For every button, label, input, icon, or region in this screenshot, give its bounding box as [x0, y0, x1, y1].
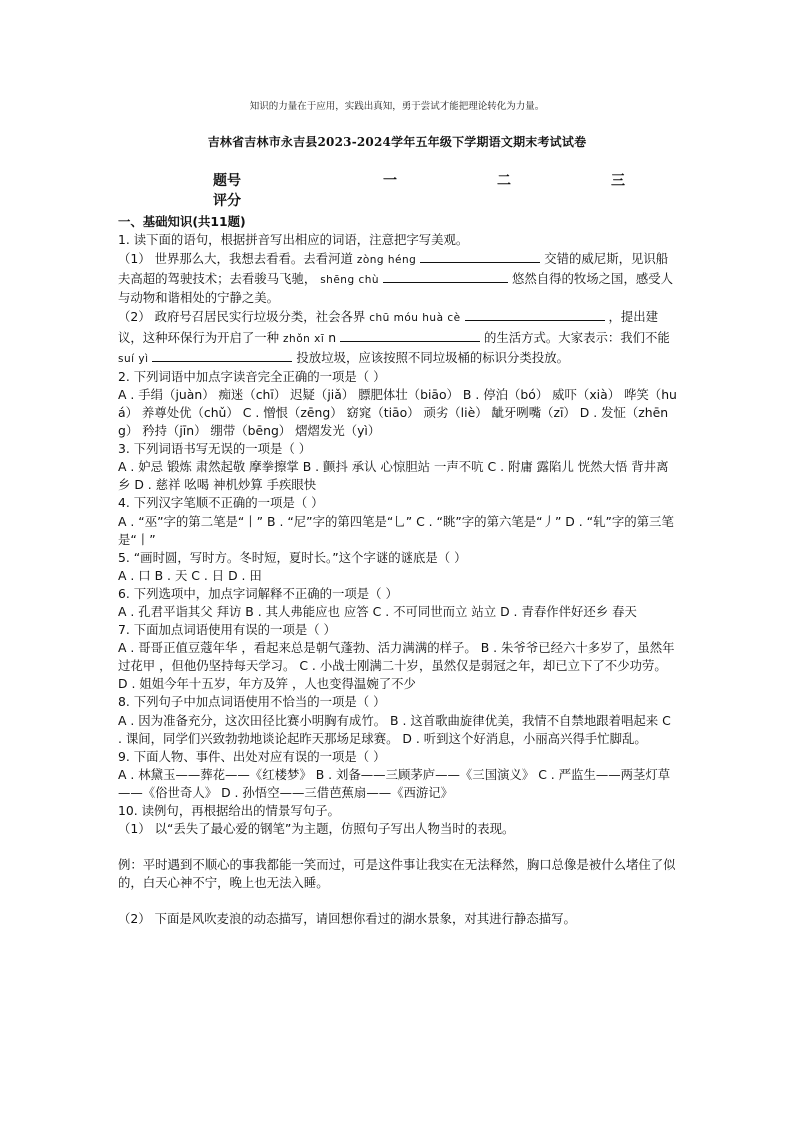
pinyin-shengchu: shēng chù	[320, 274, 380, 287]
q8-options: A . 因为准备充分，这次田径比赛小明胸有成竹。 B . 这首歌曲旋律优美，我情不自禁地跟着唱起来 C . 课间，同学们兴致勃勃地谈论起昨天那场足球赛。 D . 听到这个好消息，小丽高兴得手忙脚乱。	[118, 712, 671, 746]
q1-p1-text-b: 交错的威尼斯，见识船夫高超的驾驶技术；去看骏马飞驰，	[118, 251, 669, 287]
q10-sub1: （1） 以“丢失了最心爱的钢笔”为主题，仿照句子写出人物当时的表现。	[118, 821, 515, 837]
pinyin-zongheng: zòng héng	[356, 254, 417, 267]
answer-blank-3[interactable]	[465, 307, 605, 321]
exam-content	[118, 213, 678, 928]
answer-blank-5[interactable]	[152, 348, 292, 362]
q1-p1-text-c: 悠然自得的牧场之国，感受人与动物和谐相处的宁静之美。	[118, 271, 674, 306]
section-heading: 一、基础知识(共11题)	[118, 214, 246, 229]
q1-part2	[118, 307, 678, 367]
q2-options: A . 手绢（juàn） 痴迷（chī） 迟疑（jiǎ） 膘肥体壮（biāo） B . 停泊（bó） 威吓（xià） 哗笑（huá） 养尊处优（chǔ） C . 憎恨（zēng） 窈窕（tiāo） 顽劣（liè） 龇牙咧嘴（zī） D . 发怔（zhēng） 矜持（jīn） 绷带（bēng） 熠熠发光（yì）	[118, 386, 677, 439]
q9-options: A . 林黛玉——葬花——《红楼梦》 B . 刘备——三顾茅庐——《三国演义》 C . 严监生——两茎灯草——《俗世奇人》 D . 孙悟空——三借芭蕉扇——《西游记》	[118, 766, 671, 800]
q6-options: A . 孔君平诣其父 拜访 B . 其人弗能应也 应答 C . 不可同世而立 站立 D . 青春作伴好还乡 春天	[118, 603, 637, 619]
score-label-score: 评分	[213, 193, 241, 209]
q5-stem: 5. “画时圆，写时方。冬时短，夏时长。”这个字谜的谜底是（ ）	[118, 549, 467, 565]
q10-example: 例：平时遇到不顺心的事我都能一笑而过，可是这件事让我实在无法释然，胸口总像是被什么堵住了似的，白天心神不宁，晚上也无法入睡。	[118, 857, 676, 891]
score-col-1: 一	[383, 173, 397, 189]
pinyin-zhonxi: zhǒn xī	[283, 332, 325, 345]
q5-options: A . 口 B . 天 C . 日 D . 田	[118, 567, 262, 583]
q10-stem: 10. 读例句，再根据给出的情景写句子。	[118, 803, 340, 818]
q1-p2-text-e: 投放垃圾，应该按照不同垃圾桶的标识分类投放。	[296, 349, 570, 365]
answer-space-1[interactable]	[118, 838, 678, 856]
score-label-number: 题号	[213, 173, 241, 189]
q1-p2-text-b: ，提出建议，这种环保行为开启了一种	[118, 309, 659, 345]
score-table-row-2	[0, 190, 794, 210]
q8-stem: 8. 下列句子中加点词语使用不恰当的一项是（ ）	[118, 694, 386, 710]
score-col-2: 二	[497, 173, 511, 189]
q1-p1-text-a: （1） 世界那么大，我想去看看。去看河道	[118, 251, 353, 267]
header-motto: 知识的力量在于应用，实践出真知，勇于尝试才能把理论转化为力量。	[249, 101, 545, 112]
q2-stem: 2. 下列词语中加点字读音完全正确的一项是（ ）	[118, 368, 386, 384]
q3-options: A . 妒忌 锻炼 肃然起敬 摩拳擦掌 B . 颤抖 承认 心惊胆站 一声不吭 C . 附庸 露陷儿 恍然大悟 背井离乡 D . 慈祥 吆喝 神机炒算 手疾眼快	[118, 459, 669, 493]
answer-blank-2[interactable]	[383, 269, 508, 283]
exam-title: 吉林省吉林市永吉县2023-2024学年五年级下学期语文期末考试试卷	[207, 135, 587, 149]
q1-p2-text-c: n	[328, 329, 337, 345]
pinyin-chumouhuace: chū móu huà cè	[369, 312, 461, 325]
answer-blank-4[interactable]	[340, 328, 480, 342]
q7-stem: 7. 下面加点词语使用有误的一项是（ ）	[118, 622, 336, 638]
score-col-3: 三	[611, 173, 625, 189]
q10-sub2: （2） 下面是风吹麦浪的动态描写，请回想你看过的湖水景象，对其进行静态描写。	[118, 911, 576, 927]
q1-p2-text-a: （2） 政府号召居民实行垃圾分类，社会各界	[118, 309, 366, 325]
q6-stem: 6. 下列选项中，加点字词解释不正确的一项是（ ）	[118, 585, 398, 601]
answer-blank-1[interactable]	[420, 249, 540, 263]
pinyin-suiyi: suí yì	[118, 352, 149, 365]
q1-p2-text-d: 的生活方式。大家表示：我们不能	[483, 329, 670, 345]
score-table-row-1	[0, 170, 794, 190]
q9-stem: 9. 下面人物、事件、出处对应有误的一项是（ ）	[118, 748, 386, 764]
q1-stem: 1. 读下面的语句，根据拼音写出相应的词语，注意把字写美观。	[118, 232, 469, 248]
q4-stem: 4. 下列汉字笔顺不正确的一项是（ ）	[118, 495, 324, 511]
q1-part1	[118, 249, 678, 307]
q3-stem: 3. 下列词语书写无误的一项是（ ）	[118, 441, 312, 457]
answer-space-2[interactable]	[118, 892, 678, 910]
q7-options: A . 哥哥正值豆蔻年华 ，看起来总是朝气蓬勃、活力满满的样子。 B . 朱爷爷已经六十多岁了，虽然年过花甲 ，但他仍坚持每天学习。 C . 小战士刚满二十岁，虽然仅是弱冠之年，却已立下了不少功劳。 D . 姐姐今年十五岁，年方及笄 ，人也变得温婉了不少	[118, 640, 675, 692]
q4-options: A . “巫”字的第二笔是“丨” B . “尼”字的第四笔是“乚” C . “眺”字的第六笔是“丿” D . “轧”字的第三笔是“丨”	[118, 513, 674, 547]
